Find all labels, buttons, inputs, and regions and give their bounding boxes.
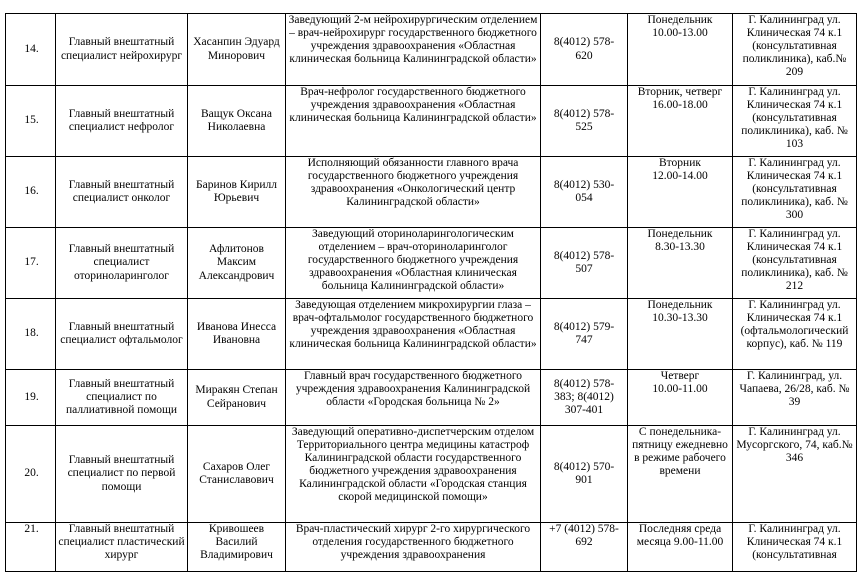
phone-number: 8(4012) 578- 507 xyxy=(553,249,615,275)
job-description-cell xyxy=(286,86,541,157)
table-row xyxy=(6,228,857,299)
position-title: Главный внештатный специалист онколог xyxy=(68,178,175,204)
position-title-cell xyxy=(56,299,188,370)
phone-number-cell xyxy=(541,157,628,228)
job-description: Заведующий 2-м нейрохирургическим отделением – врач-нейрохирург государственного бюджетного учреждения здравоохранения «Областная клиническая больница Калининградской области» xyxy=(288,14,538,66)
reception-time-cell xyxy=(628,86,733,157)
table-row xyxy=(6,370,857,426)
phone-number-cell xyxy=(541,228,628,299)
job-description: Врач-нефролог государственного бюджетного учреждения здравоохранения «Областная клиническая больница Калининградской области» xyxy=(289,86,537,125)
reception-time: Четверг 10.00-11.00 xyxy=(652,370,708,396)
job-description: Исполняющий обязанности главного врача государственного бюджетного учреждения здравоохранения «Онкологический центр Калининградской области» xyxy=(307,157,519,209)
table-body xyxy=(6,14,857,572)
position-title-cell xyxy=(56,14,188,86)
specialist-name-cell xyxy=(188,426,286,523)
reception-time-cell xyxy=(628,523,733,572)
reception-address: Г. Калининград ул. Клиническая 74 к.1 (консультативная поликлиника), каб. № 212 xyxy=(741,228,848,293)
reception-address: Г. Калининград ул. Клиническая 74 к.1 (консультативная поликлиника), каб. № 103 xyxy=(741,86,848,151)
specialist-name-cell xyxy=(188,228,286,299)
row-number: 20. xyxy=(24,467,39,480)
reception-time-cell xyxy=(628,157,733,228)
reception-time-cell xyxy=(628,228,733,299)
specialists-table xyxy=(5,13,857,572)
job-description: Заведующая отделением микрохирургии глаза – врач-офтальмолог государственного бюджетного учреждения здравоохранения «Областная клиническая больница Калининградской области» xyxy=(289,299,537,351)
job-description: Главный врач государственного бюджетного учреждения здравоохранения Калининградской области «Городская больница № 2» xyxy=(295,370,531,409)
job-description-cell xyxy=(286,523,541,572)
position-title: Главный внештатный специалист нейрохирург xyxy=(60,36,183,62)
specialist-name: Миракян Степан Сейранович xyxy=(195,384,278,410)
reception-time: Понедельник 10.30-13.30 xyxy=(647,299,713,325)
position-title-cell xyxy=(56,370,188,426)
reception-time-cell xyxy=(628,370,733,426)
job-description-cell xyxy=(286,299,541,370)
phone-number: 8(4012) 530- 054 xyxy=(553,178,615,204)
position-title-cell xyxy=(56,523,188,572)
reception-address-cell xyxy=(733,299,857,370)
table-row xyxy=(6,299,857,370)
job-description: Врач-пластический хирург 2-го хирургического отделения государственного бюджетного учреждения здравоохранения xyxy=(295,523,531,562)
row-number-cell xyxy=(6,14,56,86)
reception-time-cell xyxy=(628,14,733,86)
table-row xyxy=(6,157,857,228)
phone-number: 8(4012) 570- 901 xyxy=(553,460,615,486)
position-title: Главный внештатный специалист нефролог xyxy=(68,107,175,133)
row-number: 15. xyxy=(24,114,39,127)
row-number-cell xyxy=(6,157,56,228)
position-title-cell xyxy=(56,426,188,523)
position-title: Главный внештатный специалист по паллиативной помощи xyxy=(65,377,178,417)
position-title: Главный внештатный специалист по первой помощи xyxy=(67,454,176,493)
row-number: 17. xyxy=(24,256,39,269)
row-number-cell xyxy=(6,370,56,426)
reception-address-cell xyxy=(733,426,857,523)
reception-time-cell xyxy=(628,426,733,523)
job-description-cell xyxy=(286,157,541,228)
reception-address-cell xyxy=(733,228,857,299)
reception-time: Вторник 12.00-14.00 xyxy=(652,157,708,183)
phone-number-cell xyxy=(541,86,628,157)
row-number-cell xyxy=(6,426,56,523)
reception-address-cell xyxy=(733,370,857,426)
position-title-cell xyxy=(56,228,188,299)
reception-address-cell xyxy=(733,14,857,86)
row-number: 16. xyxy=(24,185,39,198)
job-description-cell xyxy=(286,228,541,299)
row-number-cell xyxy=(6,228,56,299)
table-row xyxy=(6,426,857,523)
job-description: Заведующий оперативно-диспетчерским отделом Территориального центра медицины катастроф Калининградской области государственного бюджетного учреждения здравоохранения Калининградской области «Городская станция скорой медицинской помощи» xyxy=(291,426,535,504)
reception-time: С понедельника-пятницу ежедневно в режиме рабочего времени xyxy=(632,426,728,478)
phone-number-cell xyxy=(541,523,628,572)
specialist-name: Иванова Инесса Ивановна xyxy=(196,320,277,346)
position-title-cell xyxy=(56,157,188,228)
reception-address: Г. Калининград ул. Мусоргского, 74, каб.№ 346 xyxy=(736,426,853,465)
specialist-name: Афлитонов Максим Александрович xyxy=(198,243,275,282)
specialist-name-cell xyxy=(188,157,286,228)
specialist-name-cell xyxy=(188,523,286,572)
job-description-cell xyxy=(286,370,541,426)
job-description-cell xyxy=(286,426,541,523)
reception-time: Вторник, четверг 16.00-18.00 xyxy=(637,86,723,112)
row-number: 14. xyxy=(24,42,39,55)
reception-address: Г. Калининград ул. Клиническая 74 к.1 (консультативная поликлиника), каб.№ 209 xyxy=(742,14,847,79)
reception-address: Г. Калининград, ул. Чапаева, 26/28, каб. № 39 xyxy=(739,370,850,409)
phone-number-cell xyxy=(541,299,628,370)
table-row xyxy=(6,523,857,572)
specialist-name: Хасанпин Эдуард Минорович xyxy=(193,36,280,62)
reception-address: Г. Калининград ул. Клиническая 74 к.1 (консультативная xyxy=(746,523,843,562)
row-number-cell xyxy=(6,299,56,370)
phone-number: +7 (4012) 578- 692 xyxy=(549,523,619,549)
row-number-cell xyxy=(6,86,56,157)
position-title-cell xyxy=(56,86,188,157)
phone-number-cell xyxy=(541,426,628,523)
table-row xyxy=(6,14,857,86)
specialist-name: Ващук Оксана Николаевна xyxy=(200,107,273,133)
reception-address: Г. Калининград ул. Клиническая 74 к.1 (консультативная поликлиника), каб. № 300 xyxy=(741,157,848,222)
reception-address-cell xyxy=(733,86,857,157)
specialist-name: Кривошеев Василий Владимирович xyxy=(200,523,273,562)
position-title: Главный внештатный специалист оториноларинголог xyxy=(68,243,175,282)
specialist-name-cell xyxy=(188,14,286,86)
phone-number: 8(4012) 578- 525 xyxy=(553,107,615,133)
reception-address: Г. Калининград ул. Клиническая 74 к.1 (офтальмологический корпус), каб. № 119 xyxy=(740,299,849,351)
reception-time: Понедельник 10.00-13.00 xyxy=(647,14,713,40)
phone-number: 8(4012) 579- 747 xyxy=(553,320,615,346)
reception-time: Понедельник 8.30-13.30 xyxy=(647,228,713,254)
position-title: Главный внештатный специалист офтальмолог xyxy=(60,320,183,346)
reception-time-cell xyxy=(628,299,733,370)
reception-time: Последняя среда месяца 9.00-11.00 xyxy=(636,523,724,549)
row-number-cell xyxy=(6,523,56,572)
specialist-name: Сахаров Олег Станиславович xyxy=(199,460,274,486)
position-title: Главный внештатный специалист пластический хирург xyxy=(58,523,185,562)
job-description-cell xyxy=(286,14,541,86)
phone-number-cell xyxy=(541,370,628,426)
table-row xyxy=(6,86,857,157)
specialist-name-cell xyxy=(188,370,286,426)
phone-number: 8(4012) 578- 383; 8(4012) 307-401 xyxy=(553,377,615,417)
specialist-name: Баринов Кирилл Юрьевич xyxy=(195,178,278,204)
reception-address-cell xyxy=(733,523,857,572)
row-number: 21. xyxy=(24,523,39,535)
row-number: 18. xyxy=(24,327,39,340)
row-number: 19. xyxy=(24,390,39,403)
phone-number: 8(4012) 578- 620 xyxy=(553,36,615,62)
reception-address-cell xyxy=(733,157,857,228)
specialist-name-cell xyxy=(188,86,286,157)
job-description: Заведующий оториноларингологическим отделением – врач-оториноларинголог государственного бюджетного учреждения здравоохранения «Областная клиническая больница Калининградской области» xyxy=(307,228,519,293)
specialists-table-page xyxy=(5,13,857,572)
specialist-name-cell xyxy=(188,299,286,370)
phone-number-cell xyxy=(541,14,628,86)
